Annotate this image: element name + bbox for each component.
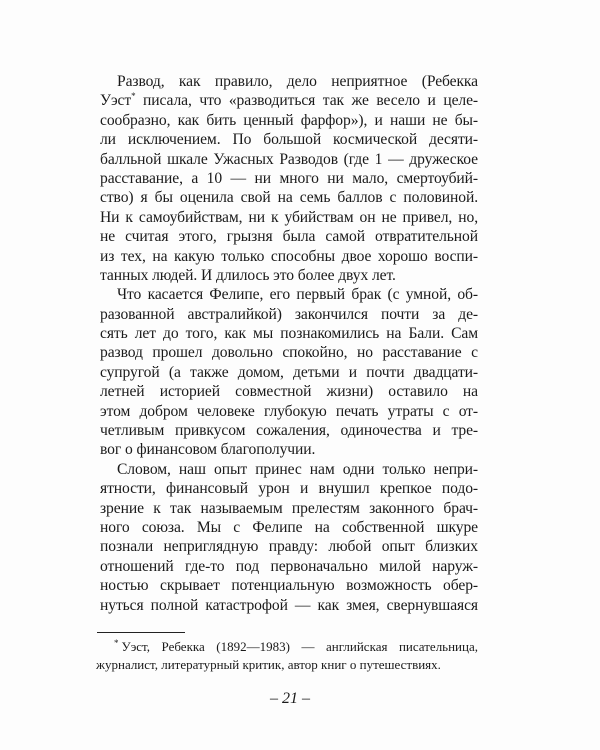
text-line: супругой (а также домом, детьми и почти двадцати- xyxy=(100,363,478,381)
text-line xyxy=(100,91,478,110)
text-line: четливым привкусом сожаления, одиночества и тре- xyxy=(100,422,478,440)
footnote-reference: * xyxy=(131,91,136,102)
text-line: этом добром человеке глубокую печать утраты с от- xyxy=(100,402,478,420)
text-line: не считая этого, грызня была самой отвратительной xyxy=(100,228,478,246)
text-line: сообразно, как бить ценный фарфор»), и наши не бы- xyxy=(100,111,478,129)
text-segment: писала, что «разводиться так же весело и целе- xyxy=(135,92,478,110)
text-line: танных людей. И длилось это более двух лет. xyxy=(100,266,396,284)
text-line: ство) я бы оценила свой на семь баллов с половиной. xyxy=(100,189,478,207)
footnote-divider xyxy=(97,632,185,633)
text-line: из тех, на какую только способны двое хорошо воспи- xyxy=(100,247,478,265)
text-line: нуться полной катастрофой — как змея, свернувшаяся xyxy=(100,596,478,614)
text-line: отношений где-то под первоначально милой наруж- xyxy=(100,557,478,575)
text-line: ли исключением. По большой космической десяти- xyxy=(100,131,478,149)
text-line: расставание, а 10 — ни много ни мало, смертоубий- xyxy=(100,169,478,187)
text-line: вог о финансовом благополучии. xyxy=(100,441,316,459)
text-line: балльной шкале Ужасных Разводов (где 1 — дружеское xyxy=(100,150,478,168)
body-text xyxy=(100,72,478,615)
text-line: Ни к самоубийствам, ни к убийствам он не привел, но, xyxy=(100,208,478,226)
text-line: развод прошел довольно спокойно, но расставание с xyxy=(100,344,478,362)
text-line: сять лет до того, как мы познакомились на Бали. Сам xyxy=(100,325,478,343)
footnote-line: журналист, литературный критик, автор книг о путешествиях. xyxy=(96,657,441,672)
text-line: летней историей совместной жизни) оставило на xyxy=(100,383,478,401)
text-line: познали неприглядную правду: любой опыт близких xyxy=(100,538,478,556)
footnote-marker: * xyxy=(114,637,119,648)
text-line: ного союза. Мы с Фелипе на собственной шкуре xyxy=(100,518,478,536)
footnote-text: Уэст, Ребекка (1892—1983) — английская писательница, xyxy=(121,639,478,654)
text-line: ностью скрывает потенциальную возможность обер- xyxy=(100,577,478,595)
footnote xyxy=(96,638,478,674)
text-line: Словом, наш опыт принес нам одни только непри- xyxy=(117,460,478,478)
text-line: Развод, как правило, дело неприятное (Ребекка xyxy=(117,73,478,90)
text-line: ятности, финансовый урон и внушил крепкое подо- xyxy=(100,480,478,498)
text-line: Что касается Фелипе, его первый брак (с умной, об- xyxy=(117,286,478,304)
text-line: разованной австралийкой) закончился почти за де- xyxy=(100,305,478,323)
footnote-line xyxy=(96,638,478,656)
page-number: – 21 – xyxy=(270,690,310,707)
author-name: Уэст xyxy=(100,92,132,110)
text-line: зрение к так называемым прелестям законного брач- xyxy=(100,499,478,517)
